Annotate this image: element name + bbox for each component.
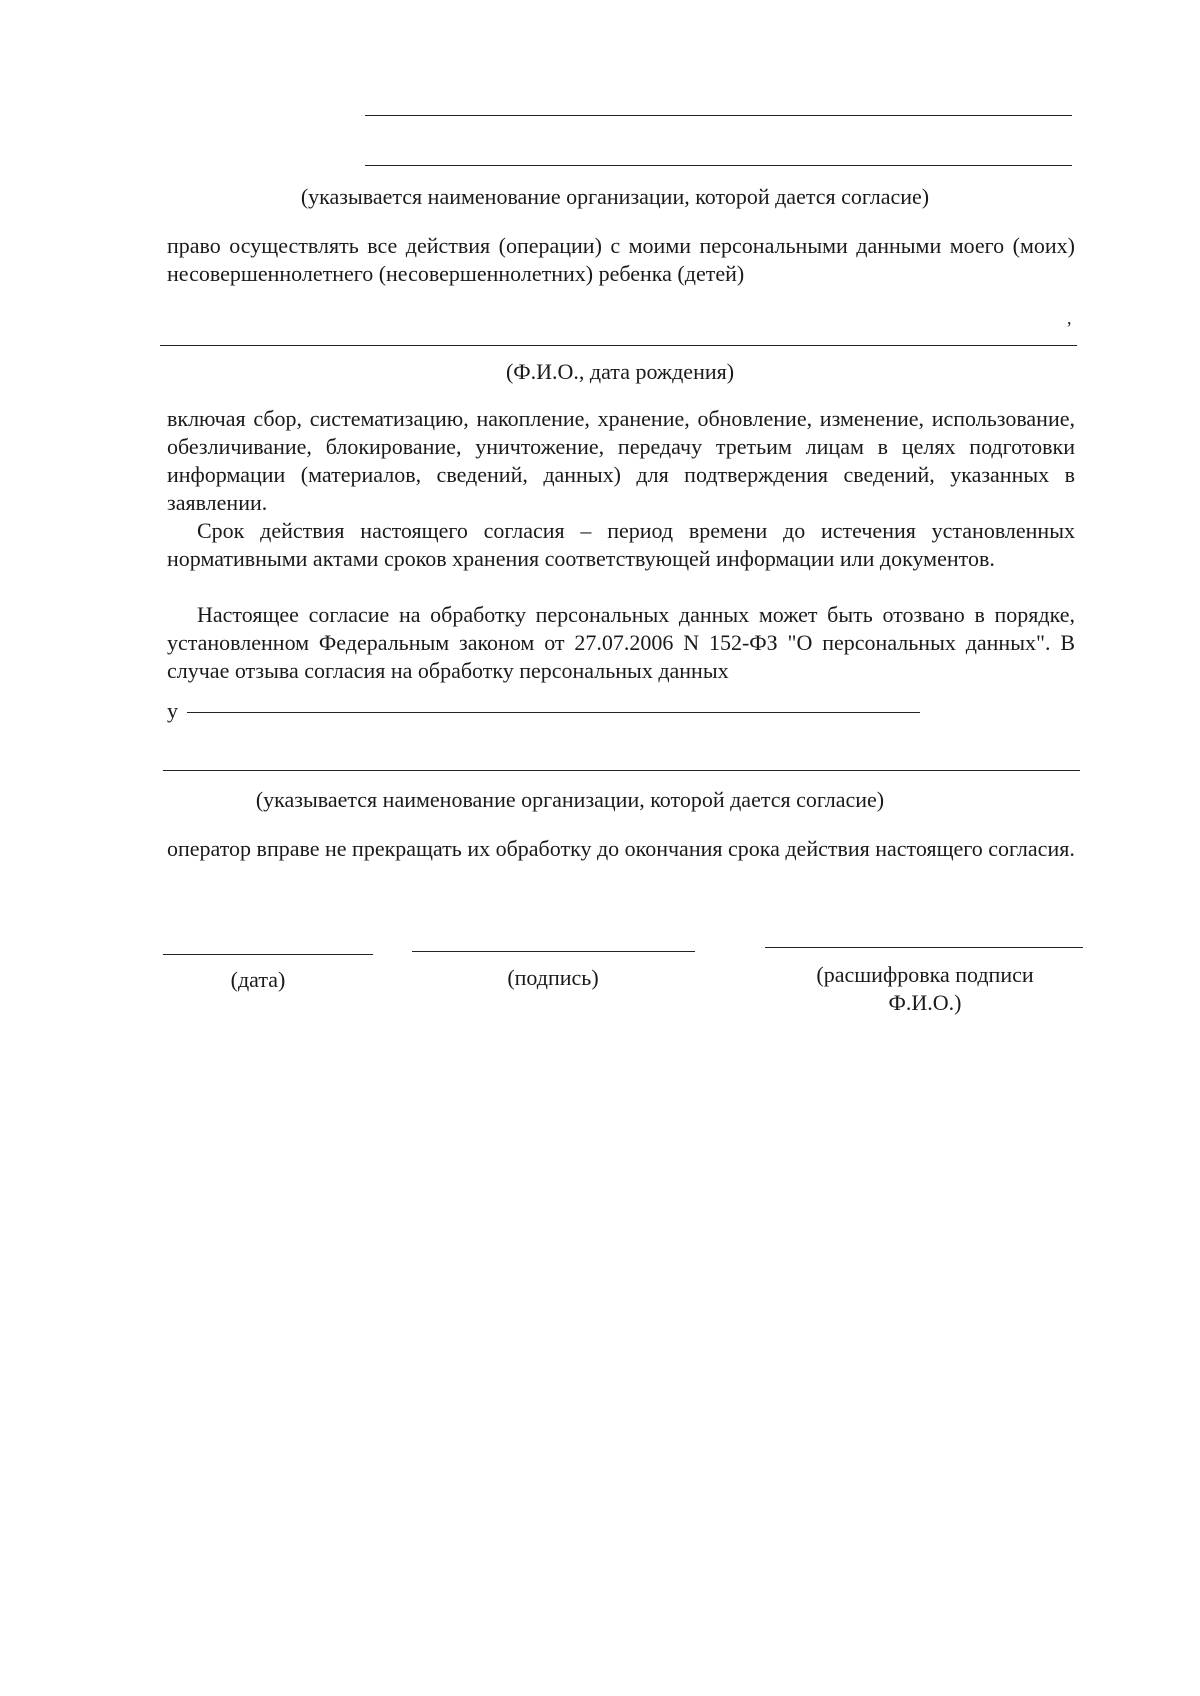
org-blank-line-1 [365, 115, 1072, 116]
org-blank-line-2 [365, 165, 1072, 166]
org-caption-top: (указывается наименование организации, которой дается согласие) [300, 184, 930, 209]
date-blank-line [163, 954, 373, 955]
revoke-paragraph: Настоящее согласие на обработку персональных данных может быть отозвано в порядке, установленном Федеральным законом от 27.07.2006 N 152-ФЗ "О персональных данных". В случае отзыва согласия на обработку персональных данных [167, 602, 1075, 683]
rights-paragraph: право осуществлять все действия (операции) с моими персональными данными моего (моих) несовершеннолетнего (несовершеннолетних) ребенка (детей) [167, 233, 1075, 286]
comma-mark: , [1067, 308, 1072, 328]
term-paragraph: Срок действия настоящего согласия – период времени до истечения установленных нормативными актами сроков хранения соответствующей информации или документов. [167, 518, 1075, 571]
org-caption-bottom: (указывается наименование организации, которой дается согласие) [255, 787, 885, 812]
revoke-org-blank-line-2 [163, 770, 1080, 771]
actions-paragraph: включая сбор, систематизацию, накопление, хранение, обновление, изменение, использование, обезличивание, блокирование, уничтожение, передачу третьим лицам в целях подготовки информации (материалов, сведений, данных) для подтверждения сведений, указанных в заявлении. [167, 406, 1075, 515]
fio-caption: (Ф.И.О., дата рождения) [505, 359, 735, 384]
decode-label-line1: (расшифровка подписи [816, 962, 1034, 987]
date-label: (дата) [230, 967, 286, 992]
u-prefix: у [167, 698, 178, 723]
signature-label: (подпись) [507, 965, 599, 990]
revoke-org-blank-line-1 [187, 712, 920, 713]
decode-label-line2: Ф.И.О.) [888, 990, 962, 1015]
signature-blank-line [412, 951, 695, 952]
decode-blank-line [765, 947, 1083, 948]
child-fio-blank-line [160, 345, 1077, 346]
operator-paragraph: оператор вправе не прекращать их обработку до окончания срока действия настоящего согласия. [167, 836, 1075, 861]
